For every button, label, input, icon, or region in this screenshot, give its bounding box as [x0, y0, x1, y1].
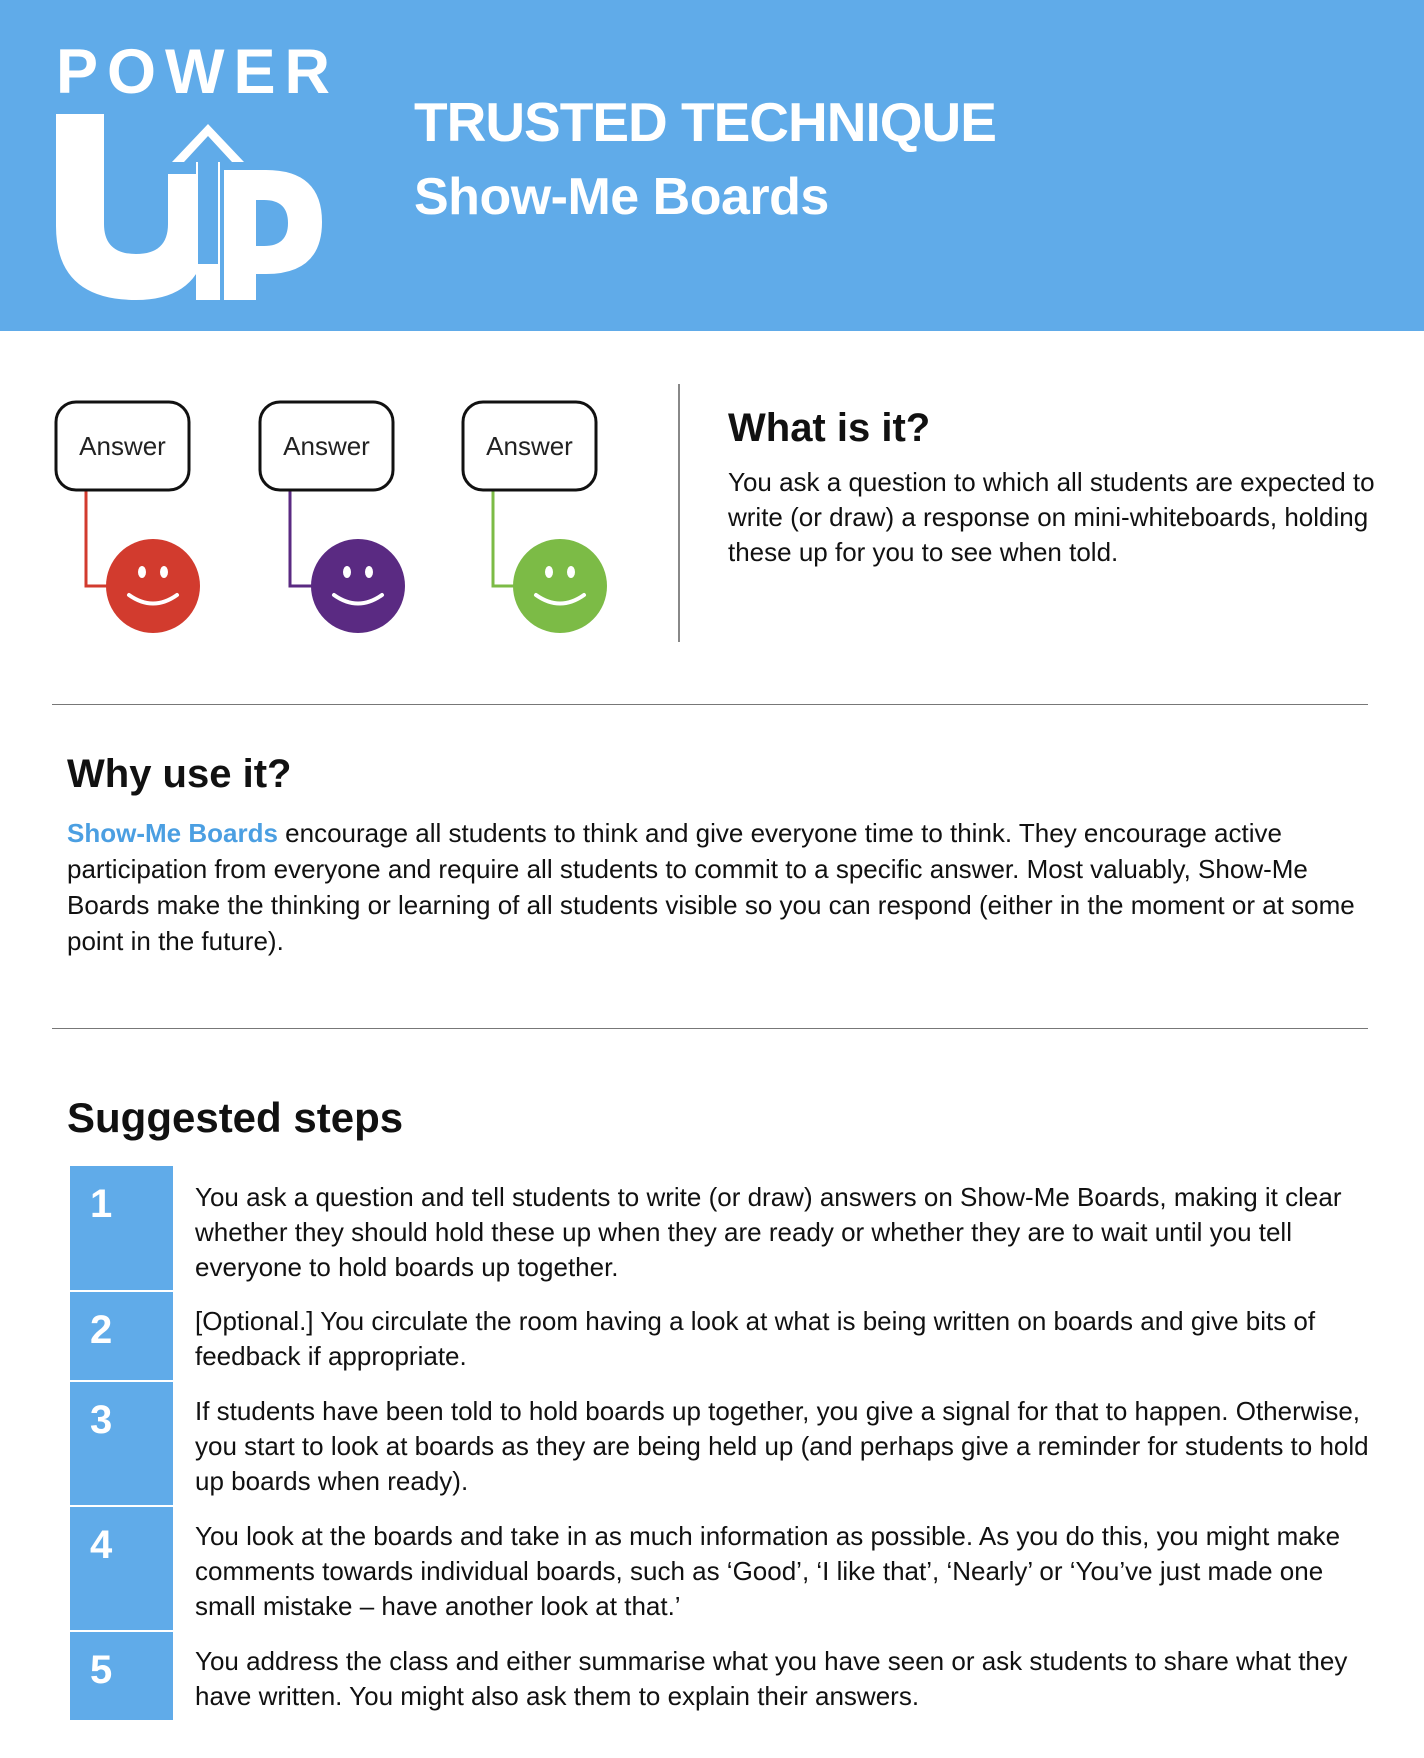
step-row: [70, 1630, 1370, 1720]
smiley-green-icon: [513, 539, 607, 633]
horizontal-divider-2: [52, 1028, 1368, 1029]
step-row: [70, 1505, 1370, 1630]
logo-up-graphic: [52, 104, 332, 304]
step-row: [70, 1290, 1370, 1380]
answer-label-3: Answer: [486, 431, 573, 461]
answer-board-2: [260, 402, 405, 633]
step-number: 1: [70, 1166, 173, 1290]
step-text: If students have been told to hold boards up together, you give a signal for that to happen. Otherwise, you start to look at boards as they are being held up (and perhaps give a reminder for students to hold up boards when ready).: [195, 1396, 1369, 1496]
answer-label-2: Answer: [283, 431, 370, 461]
step-text: You address the class and either summarise what you have seen or ask students to share what they have written. You might also ask them to explain their answers.: [195, 1646, 1348, 1711]
steps-heading: Suggested steps: [67, 1094, 404, 1141]
horizontal-divider-1: [52, 704, 1368, 705]
step-number: 4: [70, 1505, 173, 1630]
power-up-logo: [52, 38, 352, 268]
step-text: You ask a question and tell students to write (or draw) answers on Show-Me Boards, making it clear whether they should hold these up when they are ready or whether they are to wait until you tell everyone to hold boards up together.: [195, 1182, 1342, 1282]
header-title-line1: TRUSTED TECHNIQUE: [414, 91, 996, 153]
what-body: You ask a question to which all students are expected to write (or draw) a response on mini-whiteboards, holding these up for you to see when told.: [728, 467, 1375, 567]
header-banner: [0, 0, 1424, 331]
step-number: 2: [70, 1290, 173, 1380]
answer-boards-illustration: [40, 390, 630, 640]
header-title-line2: Show-Me Boards: [414, 168, 829, 226]
steps-list: [70, 1166, 1370, 1720]
step-number: 5: [70, 1630, 173, 1720]
step-text: [Optional.] You circulate the room having a look at what is being written on boards and give bits of feedback if appropriate.: [195, 1306, 1316, 1371]
smiley-red-icon: [106, 539, 200, 633]
vertical-divider: [678, 384, 680, 642]
why-body-text: encourage all students to think and give everyone time to think. They encourage active participation from everyone and require all students to commit to a specific answer. Most valuably, Show-Me Boards make the thinking or learning of all students visible so you can respond (either in the moment or at some point in the future).: [67, 818, 1355, 956]
what-heading: What is it?: [728, 406, 931, 450]
why-highlight: Show-Me Boards: [67, 818, 278, 848]
step-row: [70, 1166, 1370, 1290]
step-row: [70, 1380, 1370, 1505]
step-number: 3: [70, 1380, 173, 1505]
why-heading: Why use it?: [67, 752, 292, 796]
why-body: [67, 815, 1357, 959]
answer-board-1: [56, 402, 200, 633]
answer-label-1: Answer: [79, 431, 166, 461]
answer-board-3: [463, 402, 607, 633]
step-text: You look at the boards and take in as much information as possible. As you do this, you might make comments towards individual boards, such as ‘Good’, ‘I like that’, ‘Nearly’ or ‘You’ve just made one small mistake – have another look at that.’: [195, 1521, 1341, 1621]
smiley-purple-icon: [311, 539, 405, 633]
logo-power-text: POWER: [56, 37, 340, 107]
answer-boards-svg: [40, 390, 630, 640]
